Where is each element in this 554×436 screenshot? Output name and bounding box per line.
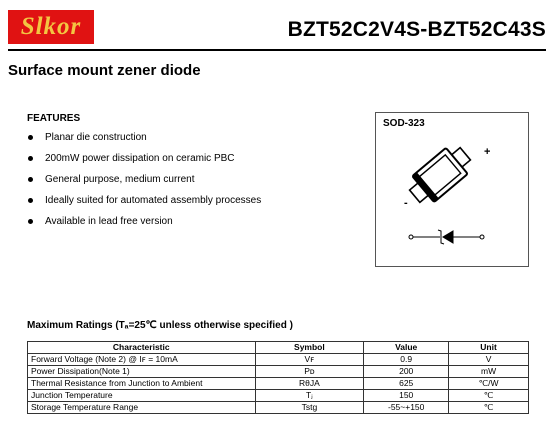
cell-characteristic: Thermal Resistance from Junction to Ambient bbox=[28, 378, 256, 390]
features-heading: FEATURES bbox=[27, 113, 81, 124]
cell-unit: V bbox=[449, 354, 529, 366]
package-drawing bbox=[376, 113, 530, 268]
cell-symbol: Tstg bbox=[255, 402, 364, 414]
cell-value: 150 bbox=[364, 390, 449, 402]
cell-unit: mW bbox=[449, 366, 529, 378]
document-subtitle: Surface mount zener diode bbox=[8, 62, 201, 79]
cell-symbol: Vꜰ bbox=[255, 354, 364, 366]
brand-logo-text: Slkor bbox=[20, 13, 82, 40]
table-row bbox=[28, 390, 529, 402]
max-ratings-table bbox=[27, 341, 529, 414]
table-row bbox=[28, 402, 529, 414]
cell-characteristic: Power Dissipation(Note 1) bbox=[28, 366, 256, 378]
column-header-symbol: Symbol bbox=[255, 342, 364, 354]
feature-item: 200mW power dissipation on ceramic PBC bbox=[27, 152, 261, 173]
brand-logo bbox=[8, 10, 94, 44]
package-box bbox=[375, 112, 529, 267]
sod323-body-icon bbox=[404, 141, 476, 209]
header-divider bbox=[8, 49, 546, 51]
part-range-title: BZT52C2V4S-BZT52C43S bbox=[287, 18, 546, 41]
cell-symbol: Tⱼ bbox=[255, 390, 364, 402]
ratings-heading: Maximum Ratings (Tₐ=25℃ unless otherwise specified ) bbox=[27, 320, 293, 331]
features-list bbox=[27, 131, 261, 236]
feature-item: Available in lead free version bbox=[27, 215, 261, 236]
table-row bbox=[28, 354, 529, 366]
cell-value: -55~+150 bbox=[364, 402, 449, 414]
cell-characteristic: Junction Temperature bbox=[28, 390, 256, 402]
table-row bbox=[28, 366, 529, 378]
table-header-row bbox=[28, 342, 529, 354]
column-header-characteristic: Characteristic bbox=[28, 342, 256, 354]
table-row bbox=[28, 378, 529, 390]
cell-unit: ℃/W bbox=[449, 378, 529, 390]
feature-item: Planar die construction bbox=[27, 131, 261, 152]
cell-symbol: RθJA bbox=[255, 378, 364, 390]
cell-characteristic: Storage Temperature Range bbox=[28, 402, 256, 414]
cell-value: 625 bbox=[364, 378, 449, 390]
cathode-minus-label: - bbox=[404, 197, 408, 209]
feature-item: General purpose, medium current bbox=[27, 173, 261, 194]
cell-unit: ℃ bbox=[449, 402, 529, 414]
cell-value: 200 bbox=[364, 366, 449, 378]
diode-symbol-icon bbox=[409, 230, 484, 244]
cell-value: 0.9 bbox=[364, 354, 449, 366]
cell-unit: ℃ bbox=[449, 390, 529, 402]
cell-characteristic: Forward Voltage (Note 2) @ Iꜰ = 10mA bbox=[28, 354, 256, 366]
anode-plus-label: + bbox=[484, 146, 491, 158]
feature-item: Ideally suited for automated assembly processes bbox=[27, 194, 261, 215]
cell-symbol: Pᴅ bbox=[255, 366, 364, 378]
column-header-unit: Unit bbox=[449, 342, 529, 354]
package-name: SOD-323 bbox=[383, 118, 425, 129]
column-header-value: Value bbox=[364, 342, 449, 354]
